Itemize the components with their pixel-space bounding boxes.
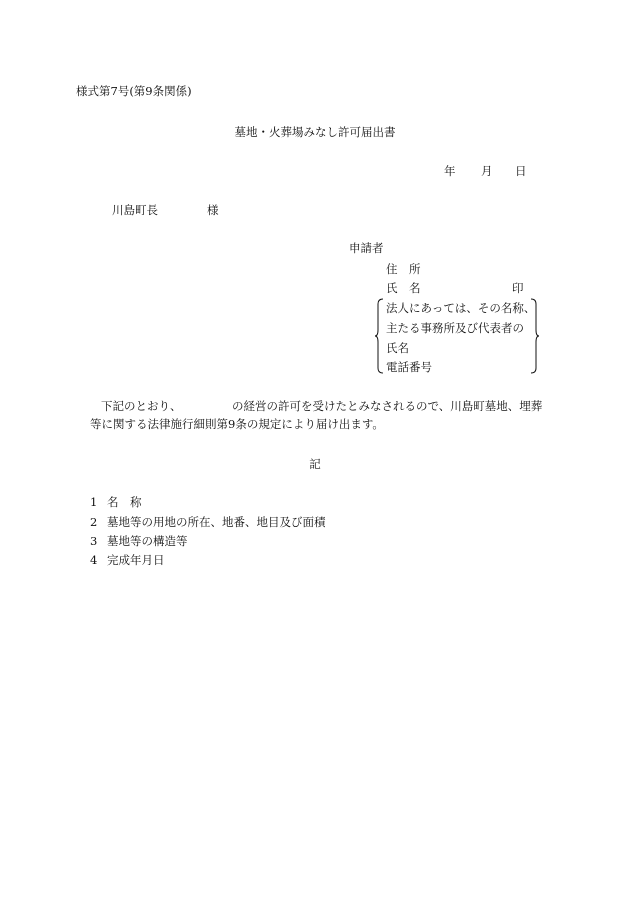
body-text-line-2: 等に関する法律施行細則第9条の規定により届け出ます。 — [90, 417, 384, 431]
recipient-name: 川島町長 — [112, 203, 158, 217]
form-number: 様式第7号(第9条関係) — [76, 84, 192, 98]
recipient-honorific: 様 — [207, 203, 219, 217]
date-year-label: 年 — [444, 164, 456, 178]
item-number: 3 — [90, 534, 98, 548]
document-title: 墓地・火葬場みなし許可届出書 — [234, 125, 396, 139]
item-number: 4 — [90, 553, 98, 567]
date-month-label: 月 — [481, 164, 493, 178]
item-text-site: 墓地等の用地の所在、地番、地目及び面積 — [107, 515, 326, 529]
body-text-line-1-end: の経営の許可を受けたとみなされるので、川島町墓地、埋葬 — [232, 399, 543, 413]
address-label-first: 住 — [386, 262, 398, 276]
item-text-structure: 墓地等の構造等 — [107, 534, 188, 548]
left-curly-bracket — [374, 298, 384, 374]
item-text-name: 名 称 — [107, 495, 142, 509]
phone-number-label: 電話番号 — [386, 360, 432, 374]
corporate-note-line-2: 主たる事務所及び代表者の — [386, 321, 524, 335]
right-curly-bracket — [530, 298, 540, 374]
corporate-note-line-3: 氏名 — [386, 341, 409, 355]
body-text-line-1-start: 下記のとおり、 — [101, 399, 182, 413]
item-number: 1 — [90, 495, 98, 509]
date-day-label: 日 — [515, 164, 527, 178]
item-number: 2 — [90, 515, 98, 529]
item-text-completion-date: 完成年月日 — [107, 553, 165, 567]
corporate-note-line-1: 法人にあっては、その名称、 — [386, 301, 536, 315]
name-label-first: 氏 — [386, 281, 398, 295]
address-label-second: 所 — [409, 262, 421, 276]
name-label-second: 名 — [409, 281, 421, 295]
applicant-label: 申請者 — [349, 241, 384, 255]
ki-heading: 記 — [309, 457, 321, 471]
seal-label: 印 — [512, 281, 524, 295]
